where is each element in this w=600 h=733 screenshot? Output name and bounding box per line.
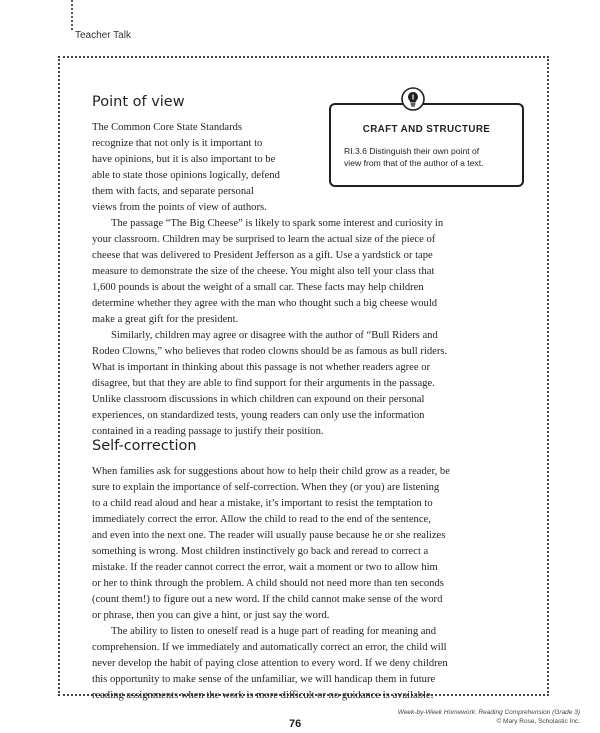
section-title-self-correction: Self-correction [92, 438, 197, 454]
text-line: mistake. If the reader cannot correct the error, wait a moment or two to allow him [92, 562, 438, 573]
section-title-point-of-view: Point of view [92, 94, 185, 110]
callout-body-line: RI.3.6 Distinguish their own point of [344, 146, 480, 156]
intro-line: have opinions, but it is also important to be [92, 154, 276, 165]
header-label: Teacher Talk [75, 30, 131, 41]
self-correction-body [92, 464, 522, 704]
text-line: your classroom. Children may be surprised to learn the actual size of the piece of [92, 234, 436, 245]
callout-body [344, 145, 514, 169]
text-line: or phrase, then you can give a hint, or just say the word. [92, 610, 330, 621]
point-of-view-intro [92, 120, 320, 216]
point-of-view-body [92, 216, 522, 440]
text-line: (count them!) to figure out a new word. If the child cannot make sense of the word [92, 594, 443, 605]
callout-body-line: view from that of the author of a text. [344, 158, 484, 168]
text-line: and even into the next one. The reader will usually pause because he or she realizes [92, 530, 446, 541]
text-line: measure to demonstrate the size of the cheese. You might also tell your class that [92, 266, 435, 277]
paragraph-self-correction [92, 464, 522, 624]
text-line: When families ask for suggestions about how to help their child grow as a reader, be [92, 466, 450, 477]
text-line: cheese that was delivered to President Jefferson as a gift. Use a yardstick or tape [92, 250, 433, 261]
intro-line: views from the points of view of authors. [92, 202, 267, 213]
text-line: to a child read aloud and hear a mistake, it’s important to resist the temptation to [92, 498, 433, 509]
lightbulb-icon [401, 87, 425, 111]
text-line: Rodeo Clowns,” who believes that rodeo clowns should be as famous as bull riders. [92, 346, 448, 357]
text-line: determine whether they agree with the man who thought such a big cheese would [92, 298, 438, 309]
intro-line: able to state those opinions logically, defend [92, 170, 280, 181]
paragraph-listen-to-oneself [92, 624, 522, 704]
text-line: or her to think through the problem. A child should not need more than ten seconds [92, 578, 444, 589]
paragraph-bull-riders [92, 328, 522, 440]
credit-copyright: © Mary Rose, Scholastic Inc. [496, 718, 580, 725]
text-line: Unlike classroom discussions in which children can expound on their personal [92, 394, 425, 405]
callout-title: CRAFT AND STRUCTURE [362, 124, 491, 135]
text-line: comprehension. If we immediately and automatically correct an error, the child will [92, 642, 447, 653]
text-line: disagree, but that they are able to find support for their arguments in the passage. [92, 378, 435, 389]
paragraph-big-cheese [92, 216, 522, 328]
text-line: never develop the habit of paying close attention to every word. If we deny children [92, 658, 448, 669]
text-line: immediately correct the error. Allow the child to read to the end of the sentence, [92, 514, 431, 525]
text-line: contained in a reading passage to justify their position. [92, 426, 324, 437]
text-line: sure to explain the importance of self-correction. When they (or you) are listening [92, 482, 440, 493]
text-line: reading assignments when the work is more difficult or no guidance is available. [92, 690, 434, 701]
text-line: experiences, on standardized tests, young readers can only use the information [92, 410, 425, 421]
text-line: What is important in thinking about this passage is not whether readers agree or [92, 362, 431, 373]
credit-title: Week-by-Week Homework: Reading Comprehension (Grade 3) [397, 709, 580, 716]
page-number: 76 [289, 718, 302, 730]
text-line: this opportunity to make sense of the unfamiliar, we will handicap them in future [92, 674, 436, 685]
text-line: The ability to listen to oneself read is a huge part of reading for meaning and [111, 626, 437, 637]
text-line: Similarly, children may agree or disagree with the author of “Bull Riders and [111, 330, 438, 341]
text-line: The passage “The Big Cheese” is likely to spark some interest and curiosity in [111, 218, 444, 229]
intro-line: them with facts, and separate personal [92, 186, 254, 197]
text-line: something is wrong. Most children instinctively go back and reread to correct a [92, 546, 429, 557]
intro-line: recognize that not only is it important to [92, 138, 263, 149]
text-line: 1,600 pounds is about the weight of a small car. These facts may help children [92, 282, 424, 293]
intro-line: The Common Core State Standards [92, 122, 243, 133]
header-dotted-rule [71, 0, 73, 30]
footer-credit [398, 708, 580, 726]
text-line: make a great gift for the president. [92, 314, 239, 325]
